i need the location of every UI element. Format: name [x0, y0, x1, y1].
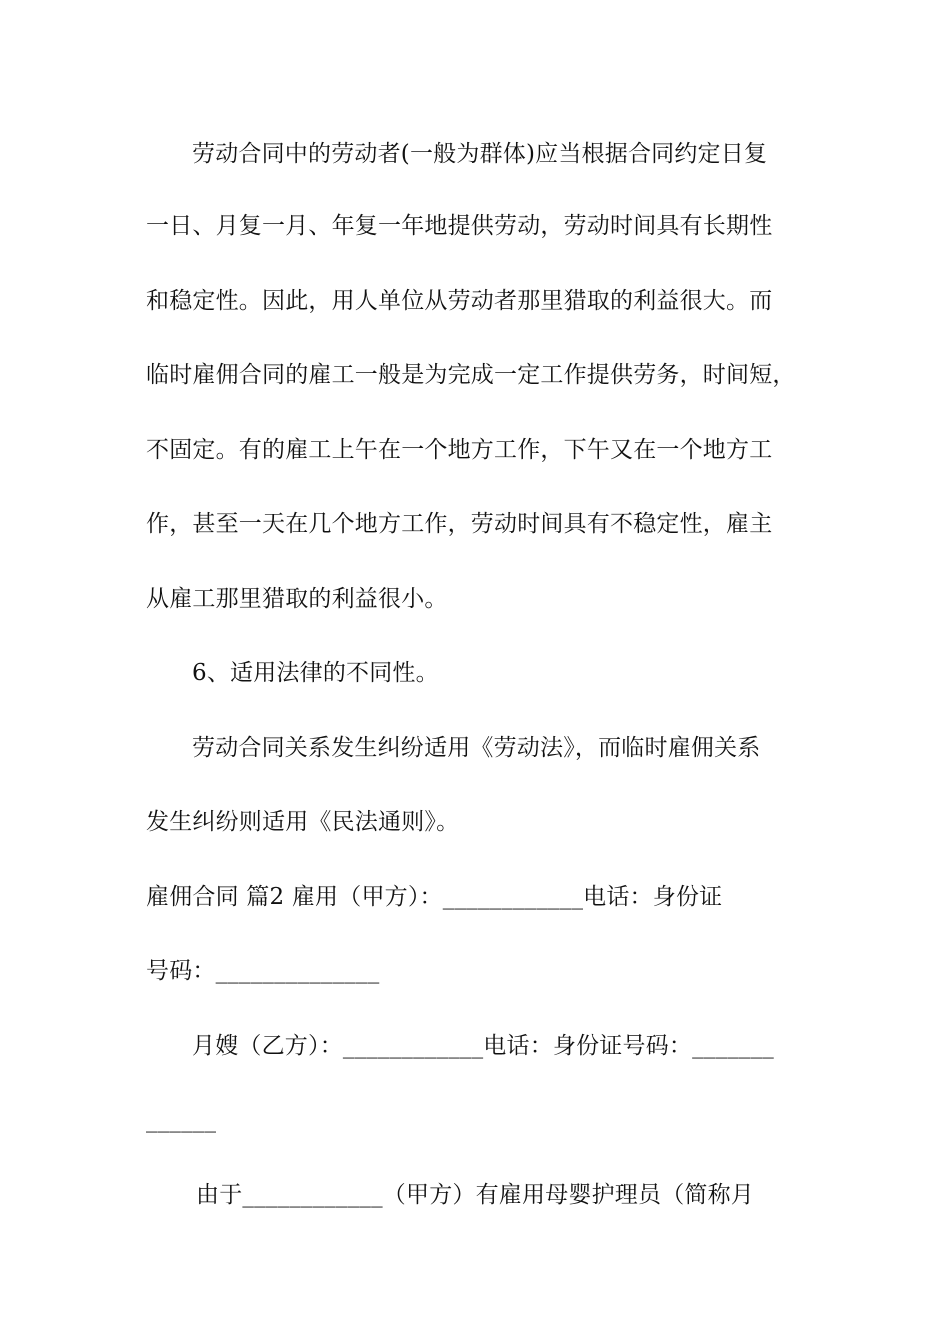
paragraph-line: 不固定。有的雇工上午在一个地方工作，下午又在一个地方工 [146, 437, 773, 463]
paragraph-line: 劳动合同关系发生纠纷适用《劳动法》，而临时雇佣关系 [192, 735, 761, 761]
paragraph-line: 月嫂（乙方）：____________电话：身份证号码：_______ [192, 1033, 774, 1059]
paragraph-line: ______ [146, 1107, 217, 1133]
paragraph-line: 作，甚至一天在几个地方工作，劳动时间具有不稳定性，雇主 [146, 511, 773, 537]
paragraph-line: 从雇工那里猎取的利益很小。 [146, 586, 448, 612]
paragraph-line: 劳动合同中的劳动者(一般为群体)应当根据合同约定日复 [192, 141, 768, 167]
contract-heading-line: 雇佣合同 篇2 雇用（甲方）：____________电话：身份证 [146, 884, 723, 910]
paragraph-line: 由于____________（甲方）有雇用母婴护理员（简称月 [196, 1182, 754, 1208]
paragraph-line: 号码：______________ [146, 958, 380, 984]
paragraph-line: 和稳定性。因此，用人单位从劳动者那里猎取的利益很大。而 [146, 288, 773, 314]
paragraph-line: 发生纠纷则适用《民法通则》。 [146, 809, 460, 835]
paragraph-line: 临时雇佣合同的雇工一般是为完成一定工作提供劳务，时间短， [146, 362, 796, 388]
paragraph-line: 一日、月复一月、年复一年地提供劳动，劳动时间具有长期性 [146, 213, 773, 239]
section-heading: 6、适用法律的不同性。 [192, 660, 439, 686]
